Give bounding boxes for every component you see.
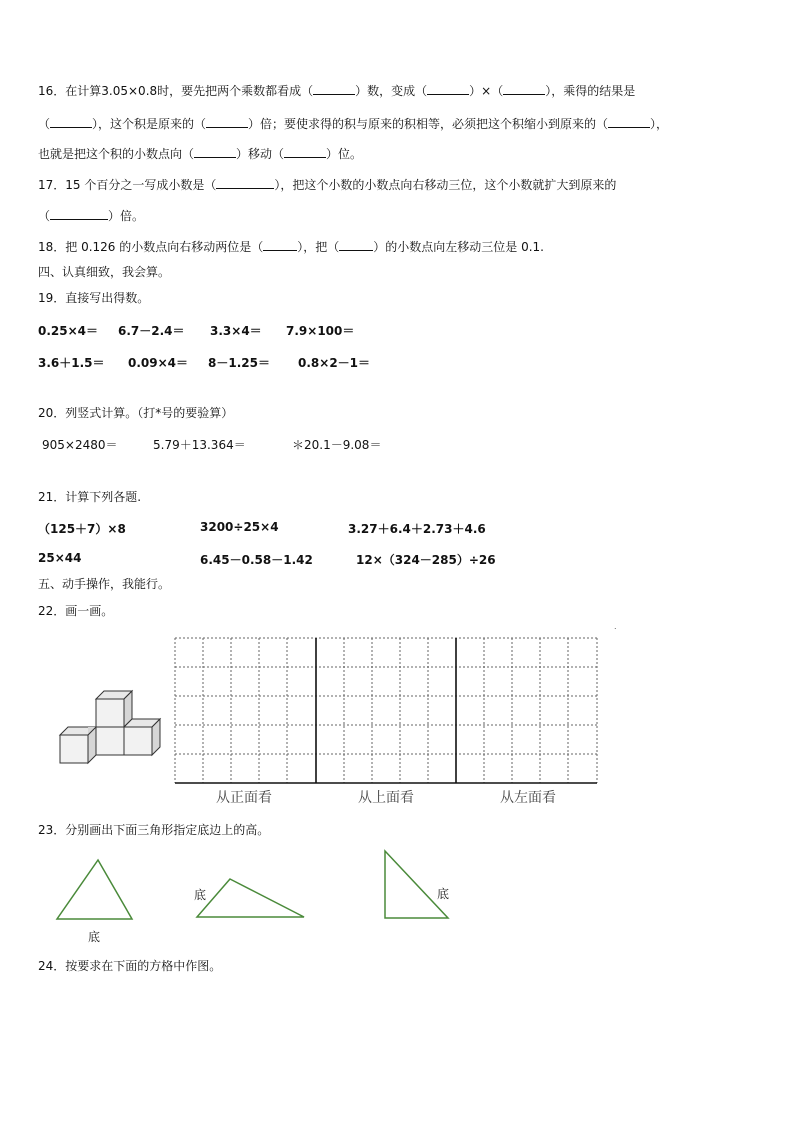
q21-item: 6.45－0.58－1.42 [200, 553, 313, 567]
answer-blank[interactable] [427, 83, 469, 95]
q21-item: 3200÷25×4 [200, 520, 279, 534]
q22-title: 22．画一画。 [38, 604, 114, 618]
q23-title: 23．分别画出下面三角形指定底边上的高。 [38, 823, 270, 837]
answer-blank[interactable] [313, 83, 355, 95]
q19-item: 3.6＋1.5＝ [38, 356, 105, 370]
answer-blank[interactable] [50, 116, 92, 128]
q19-item: 3.3×4＝ [210, 324, 262, 338]
q21-item: 12×（324－285）÷26 [356, 553, 496, 567]
answer-blank[interactable] [263, 239, 297, 251]
q17-text: （ [38, 209, 51, 223]
answer-blank[interactable] [503, 83, 545, 95]
triangle-2-base-label: 底 [194, 888, 207, 902]
cube-stack-figure [58, 688, 162, 768]
triangle-3-base-label: 底 [437, 887, 450, 901]
q17-text: ）倍。 [108, 209, 145, 223]
view-label-front: 从正面看 [216, 790, 272, 806]
q18-text: 18．把 0.126 的小数点向右移动两位是（ [38, 240, 264, 254]
q19-item: 0.09×4＝ [128, 356, 189, 370]
q16-expression: 3.05×0.8 [101, 84, 158, 98]
answer-blank[interactable] [206, 116, 248, 128]
answer-blank[interactable] [339, 239, 373, 251]
q16-text: 时，要先把两个乘数都看成（ [157, 84, 314, 98]
q20-item: ＊20.1－9.08＝ [292, 438, 382, 452]
triangle-1[interactable] [55, 858, 135, 922]
q17-line-1 [38, 177, 616, 193]
answer-blank[interactable] [216, 177, 274, 189]
q20-item: 5.79＋13.364＝ [153, 438, 246, 452]
q16-text: ）， [650, 117, 669, 131]
q20-title: 20．列竖式计算。（打*号的要验算） [38, 406, 234, 420]
answer-blank[interactable] [194, 146, 236, 158]
q19-item: 8－1.25＝ [208, 356, 270, 370]
q21-item: 25×44 [38, 551, 82, 565]
q24-title: 24．按要求在下面的方格中作图。 [38, 959, 222, 973]
q19-item: 6.7－2.4＝ [118, 324, 185, 338]
section-4-heading: 四、认真细致，我会算。 [38, 265, 171, 279]
view-label-top: 从上面看 [358, 790, 414, 806]
q18-line [38, 239, 544, 255]
q16-text: 也就是把这个积的小数点向（ [38, 147, 195, 161]
q17-line-2 [38, 208, 144, 224]
q21-item: （125＋7）×8 [38, 522, 126, 536]
q19-item: 0.8×2－1＝ [298, 356, 371, 370]
stray-dot: . [614, 622, 617, 631]
section-5-heading: 五、动手操作，我能行。 [38, 577, 171, 591]
q16-line-3 [38, 146, 362, 162]
q16-text: ）移动（ [236, 147, 285, 161]
triangle-2[interactable] [195, 876, 307, 920]
q19-item: 7.9×100＝ [286, 324, 355, 338]
q21-title: 21．计算下列各题. [38, 490, 142, 504]
q16-line-2 [38, 116, 668, 132]
q17-text: ），把这个小数的小数点向右移动三位，这个小数就扩大到原来的 [274, 178, 617, 192]
q16-text: 16．在计算 [38, 84, 102, 98]
view-label-left: 从左面看 [500, 790, 556, 806]
q19-title: 19．直接写出得数。 [38, 291, 150, 305]
q16-text: ）倍；要使求得的积与原来的积相等，必须把这个积缩小到原来的（ [248, 117, 609, 131]
answer-blank[interactable] [608, 116, 650, 128]
answer-blank[interactable] [50, 208, 108, 220]
q18-text: ），把（ [297, 240, 340, 254]
q16-text: ），这个积是原来的（ [92, 117, 207, 131]
q16-text: ）位。 [326, 147, 363, 161]
q16-text: ）数，变成（ [355, 84, 428, 98]
q16-text: ）×（ [469, 84, 504, 98]
q19-item: 0.25×4＝ [38, 324, 99, 338]
q21-item: 3.27＋6.4＋2.73＋4.6 [348, 522, 486, 536]
q18-text: ）的小数点向左移动三位是 0.1. [373, 240, 544, 254]
q17-text: 17．15 个百分之一写成小数是（ [38, 178, 217, 192]
q16-text: （ [38, 117, 51, 131]
answer-blank[interactable] [284, 146, 326, 158]
q16-line-1 [38, 83, 635, 99]
q20-item: 905×2480＝ [42, 438, 118, 452]
view-drawing-grid[interactable] [174, 637, 599, 785]
triangle-1-base-label: 底 [88, 930, 101, 944]
q16-text: ），乘得的结果是 [545, 84, 636, 98]
